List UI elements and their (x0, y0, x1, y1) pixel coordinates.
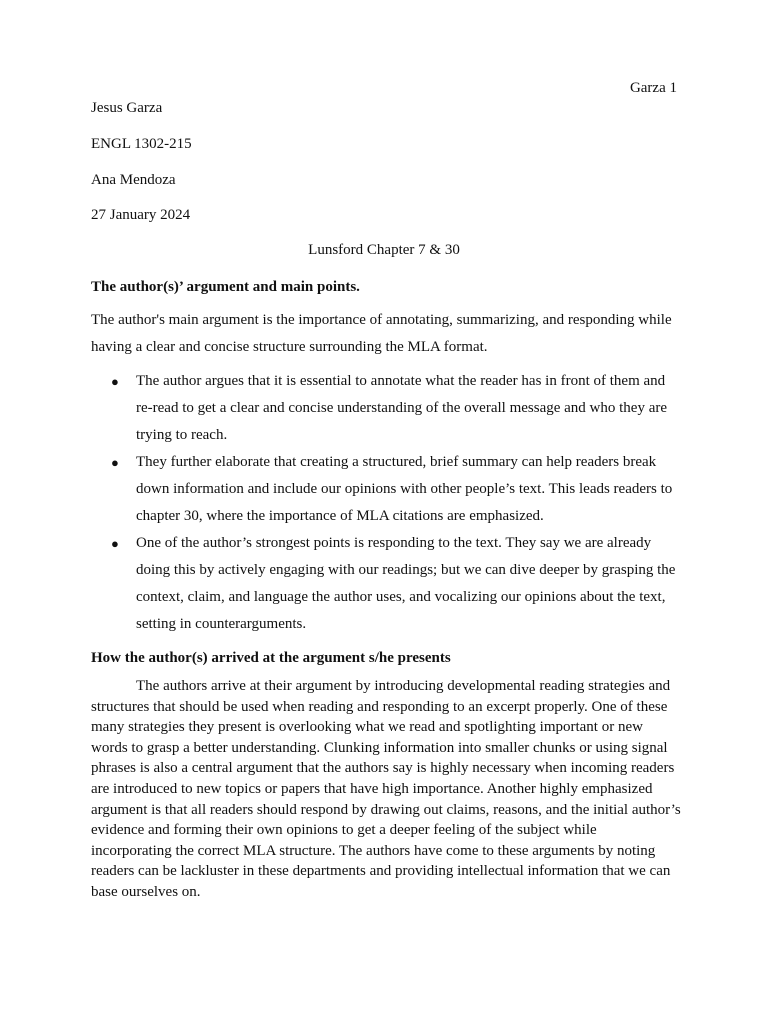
bullet-icon: ● (111, 374, 119, 389)
student-name: Jesus Garza (91, 100, 163, 116)
main-points-list (91, 368, 681, 638)
list-item-text: One of the author’s strongest points is responding to the text. They say we are already doing this by actively engaging with our readings; but we can dive deeper by grasping the context, claim, and language the author uses, and vocalizing our opinions about the text, setting in counterarguments. (136, 535, 676, 632)
section-heading-how-arrived: How the author(s) arrived at the argument s/he presents (91, 650, 451, 666)
document-title: Lunsford Chapter 7 & 30 (308, 242, 460, 258)
bullet-icon: ● (111, 455, 119, 470)
instructor-name: Ana Mendoza (91, 172, 176, 188)
list-item-text: They further elaborate that creating a structured, brief summary can help readers break down information and include our opinions with other people’s text. This leads readers to chapter 30, where the importance of MLA citations are emphasized. (136, 454, 673, 524)
bullet-icon: ● (111, 536, 119, 551)
page-number-header: Garza 1 (629, 80, 677, 96)
list-item (91, 449, 681, 530)
list-item (91, 368, 681, 449)
document-date: 27 January 2024 (91, 207, 191, 223)
course-name: ENGL 1302-215 (91, 136, 192, 152)
list-item (91, 530, 681, 638)
section-heading-argument: The author(s)’ argument and main points. (91, 279, 360, 295)
argument-intro-paragraph: The author's main argument is the importance of annotating, summarizing, and responding while having a clear and concise structure surrounding the MLA format. (91, 312, 672, 355)
how-arrived-paragraph: The authors arrive at their argument by introducing developmental reading strategies and structures that should be used when reading and responding to an excerpt properly. One of these many strategies they present is overlooking what we read and spotlighting important or new words to grasp a better understanding. Clunking information into smaller chunks or using signal phrases is also a central argument that the authors say is highly necessary when incoming readers are introduced to new topics or papers that have high importance. Another highly emphasized argument is that all readers should respond by drawing out claims, reasons, and the initial author’s evidence and forming their own opinions to get a deeper feeling of the subject while incorporating the correct MLA structure. The authors have come to these arguments by noting readers can be lackluster in these departments and providing intellectual information that we can base ourselves on. (91, 678, 681, 900)
list-item-text: The author argues that it is essential to annotate what the reader has in front of them and re-read to get a clear and concise understanding of the overall message and who they are trying to reach. (136, 373, 668, 443)
